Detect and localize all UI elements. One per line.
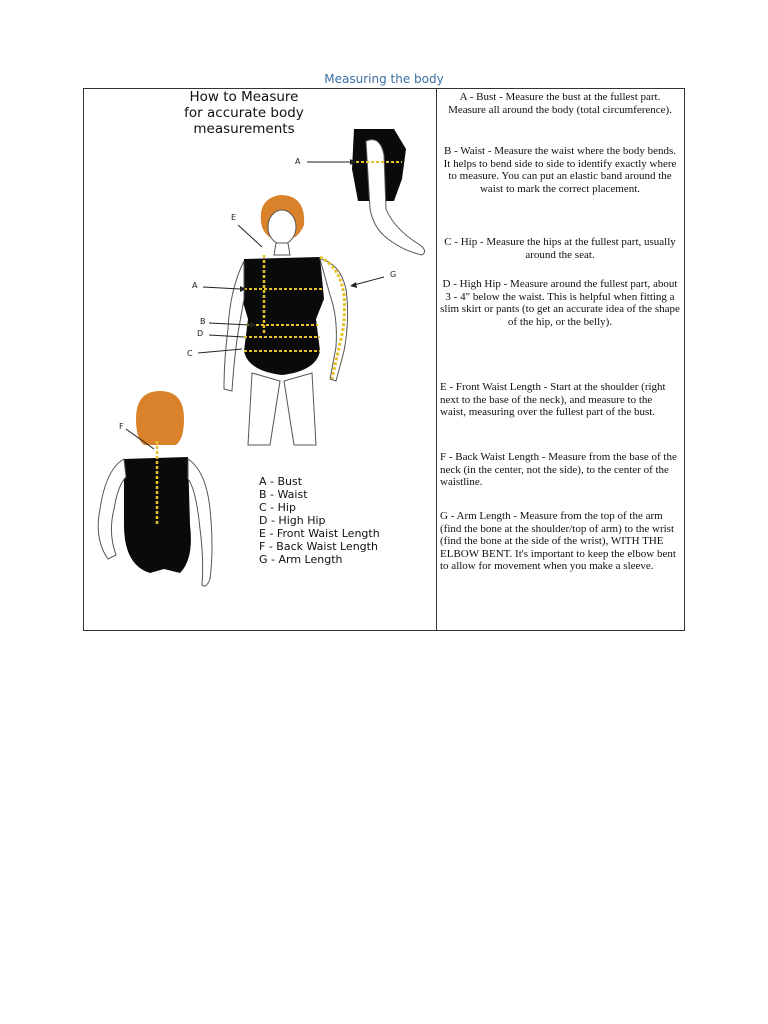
legend-item-high-hip: D - High Hip: [259, 514, 326, 527]
figure-label-b: B: [200, 317, 206, 326]
figure-label-g: G: [390, 270, 397, 279]
measurement-table: [83, 88, 685, 631]
figure-label-f: F: [119, 422, 124, 431]
description-waist: B - Waist - Measure the waist where the body bends. It helps to bend side to side to identify exactly where to measure. You can put an elastic band around the waist to mark the correct placement.: [443, 145, 677, 195]
legend-item-bust: A - Bust: [259, 475, 303, 488]
legend-item-arm-length: G - Arm Length: [259, 553, 343, 566]
description-bust: A - Bust - Measure the bust at the fullest part. Measure all around the body (total circumference).: [448, 91, 672, 116]
measurement-legend: [259, 475, 380, 566]
description-arm-length: G - Arm Length - Measure from the top of the arm (find the bone at the shoulder/top of arm) to the wrist (find the bone at the side of the wrist), WITH THE ELBOW BENT. It's important to keep the elbow bent to allow for movement when you make a sleeve.: [440, 510, 676, 572]
front-body-figure: [198, 195, 384, 445]
figure-label-a: A: [192, 281, 198, 290]
figure-label-d: D: [197, 329, 204, 338]
description-back-waist-length: F - Back Waist Length - Measure from the base of the neck (in the center, not the side), to the center of the waistline.: [440, 451, 677, 488]
document-title: Measuring the body: [324, 72, 444, 86]
illustration-heading-line2: for accurate body measurements: [184, 105, 304, 137]
column-divider: [436, 89, 437, 630]
measurement-illustration: [84, 89, 436, 630]
description-front-waist-length: E - Front Waist Length - Start at the shoulder (right next to the base of the neck), and measure to the waist, measuring over the fullest part of the bust.: [440, 381, 666, 418]
legend-item-hip: C - Hip: [259, 501, 296, 514]
description-high-hip: D - High Hip - Measure around the fullest part, about 3 - 4" below the waist. This is helpful when fitting a slim skirt or pants (to get an accurate idea of the shape of the hip, or the belly).: [440, 278, 680, 328]
back-body-figure: [98, 391, 212, 586]
figure-label-a-inset: A: [295, 157, 301, 166]
illustration-heading-line1: How to Measure: [189, 89, 299, 105]
description-hip: C - Hip - Measure the hips at the fullest part, usually around the seat.: [444, 236, 676, 261]
figure-label-e: E: [231, 213, 237, 222]
legend-item-waist: B - Waist: [259, 488, 308, 501]
bust-inset-figure: [307, 129, 425, 255]
legend-item-front-waist-length: E - Front Waist Length: [259, 527, 380, 540]
figure-label-c: C: [187, 349, 193, 358]
legend-item-back-waist-length: F - Back Waist Length: [259, 540, 378, 553]
